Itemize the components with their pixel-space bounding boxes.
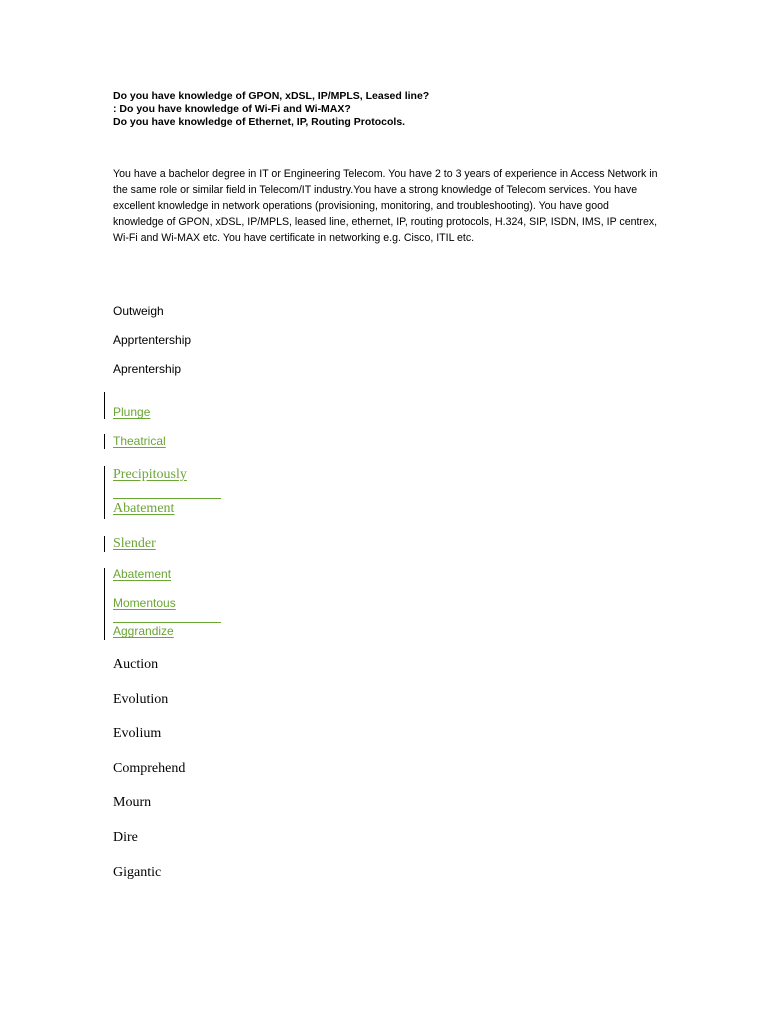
link-abatement-2[interactable]: Abatement [113,567,172,581]
link-theatrical[interactable]: Theatrical [113,434,166,448]
word-aprentership: Aprentership [113,362,182,376]
link-plunge[interactable]: Plunge [113,405,151,419]
margin-bar-5 [104,568,105,640]
word-auction: Auction [113,657,159,672]
questions-block [113,90,673,129]
link-abatement-1[interactable]: Abatement [113,501,175,516]
question-3: Do you have knowledge of Ethernet, IP, Routing Protocols. [113,116,406,128]
question-1: Do you have knowledge of GPON, xDSL, IP/MPLS, Leased line? [113,90,430,102]
word-gigantic: Gigantic [113,865,162,880]
margin-bar-3 [104,466,105,519]
word-outweigh: Outweigh [113,304,164,318]
margin-bar-2 [104,434,105,449]
margin-bar-1 [104,392,105,419]
word-apprtentership: Apprtentership [113,333,192,347]
word-evolium: Evolium [113,726,162,741]
word-evolution: Evolution [113,692,169,707]
separator-rule-1 [113,498,221,499]
question-2: : Do you have knowledge of Wi-Fi and Wi-MAX? [113,103,351,115]
link-momentous[interactable]: Momentous [113,596,176,610]
requirements-paragraph: You have a bachelor degree in IT or Engineering Telecom. You have 2 to 3 years of experience in Access Network in the same role or similar field in Telecom/IT industry.You have a strong knowledge of Telecom services. You have excellent knowledge in network operations (provisioning, monitoring, and troubleshooting). You have good knowledge of GPON, xDSL, IP/MPLS, leased line, ethernet, IP, routing protocols, H.324, SIP, ISDN, IMS, IP centrex, Wi-Fi and Wi-MAX etc. You have certificate in networking e.g. Cisco, ITIL etc. [113,168,658,244]
word-dire: Dire [113,830,138,845]
word-comprehend: Comprehend [113,761,186,776]
link-slender[interactable]: Slender [113,536,156,551]
link-precipitously[interactable]: Precipitously [113,467,187,482]
separator-rule-2 [113,622,221,623]
margin-bar-4 [104,536,105,552]
link-aggrandize[interactable]: Aggrandize [113,624,174,638]
word-mourn: Mourn [113,795,152,810]
